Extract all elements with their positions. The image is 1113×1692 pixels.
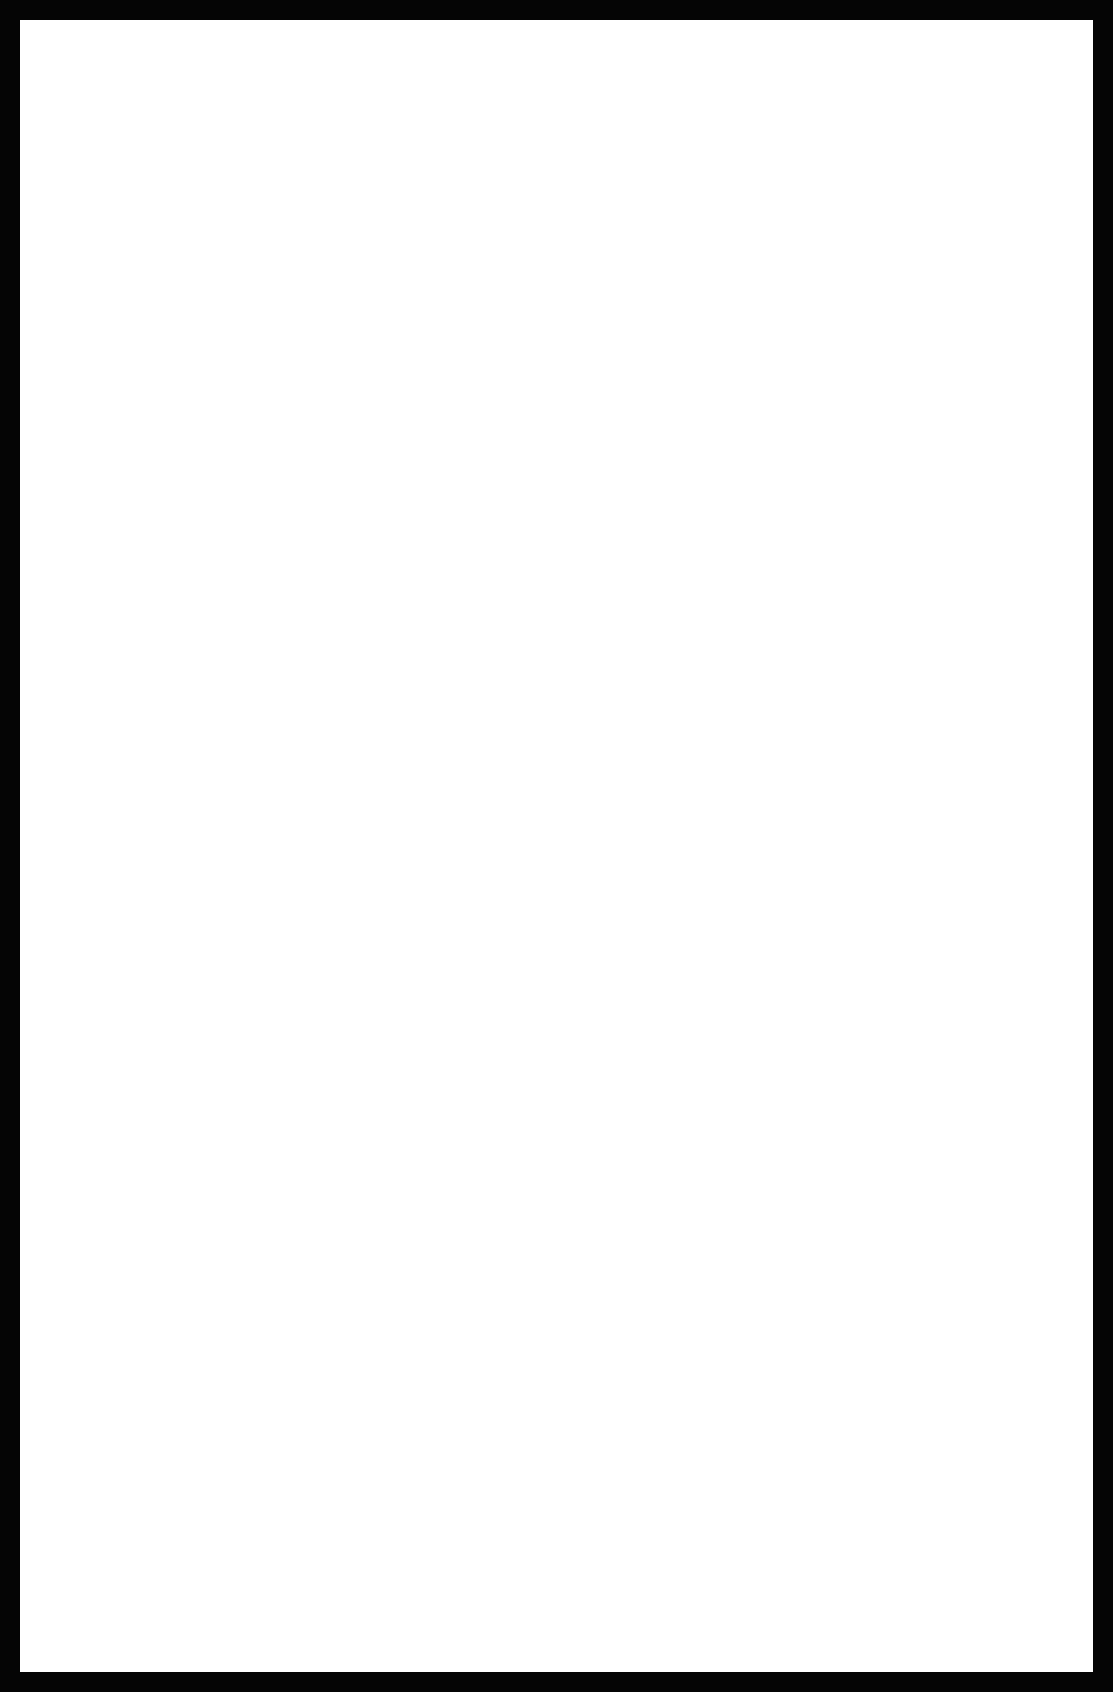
running-header (20, 116, 1093, 146)
book-page (20, 20, 1093, 1672)
